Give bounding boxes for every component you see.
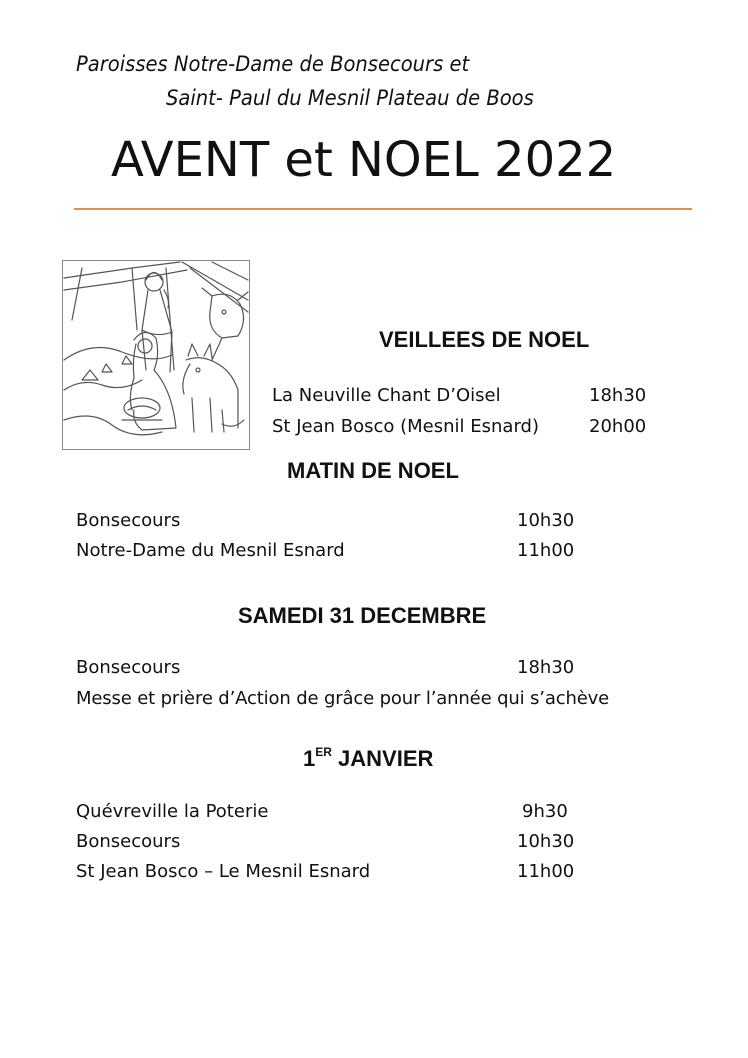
janvier-heading-sup: ER xyxy=(315,745,332,759)
nativity-illustration xyxy=(62,260,250,450)
page-title: AVENT et NOEL 2022 xyxy=(111,132,617,188)
janvier-place-1: Quévreville la Poterie xyxy=(76,801,269,822)
matin-place-1: Bonsecours xyxy=(76,510,181,531)
veillees-place-2: St Jean Bosco (Mesnil Esnard) xyxy=(272,416,539,437)
janvier-place-3: St Jean Bosco – Le Mesnil Esnard xyxy=(76,861,371,882)
janvier-heading-rest: JANVIER xyxy=(331,746,434,771)
parish-name-line-2: Saint- Paul du Mesnil Plateau de Boos xyxy=(166,86,534,110)
samedi-note: Messe et prière d’Action de grâce pour l’année qui s’achève xyxy=(76,688,610,709)
samedi-place-1: Bonsecours xyxy=(76,657,181,678)
veillees-time-1: 18h30 xyxy=(589,385,647,406)
veillees-time-2: 20h00 xyxy=(589,416,647,437)
matin-heading: MATIN DE NOEL xyxy=(287,458,459,483)
matin-time-2: 11h00 xyxy=(517,540,575,561)
janvier-time-3: 11h00 xyxy=(517,861,575,882)
veillees-place-1: La Neuville Chant D’Oisel xyxy=(272,385,501,406)
samedi-heading: SAMEDI 31 DECEMBRE xyxy=(238,603,487,628)
janvier-place-2: Bonsecours xyxy=(76,831,181,852)
veillees-heading: VEILLEES DE NOEL xyxy=(379,327,590,352)
samedi-time-1: 18h30 xyxy=(517,657,575,678)
title-divider xyxy=(74,208,692,210)
matin-place-2: Notre-Dame du Mesnil Esnard xyxy=(76,540,345,561)
parish-name-line-1: Paroisses Notre-Dame de Bonsecours et xyxy=(76,52,470,76)
janvier-time-2: 10h30 xyxy=(517,831,575,852)
janvier-heading-number: 1 xyxy=(303,746,316,771)
matin-time-1: 10h30 xyxy=(517,510,575,531)
janvier-time-1: 9h30 xyxy=(522,801,568,822)
janvier-heading xyxy=(303,745,433,772)
